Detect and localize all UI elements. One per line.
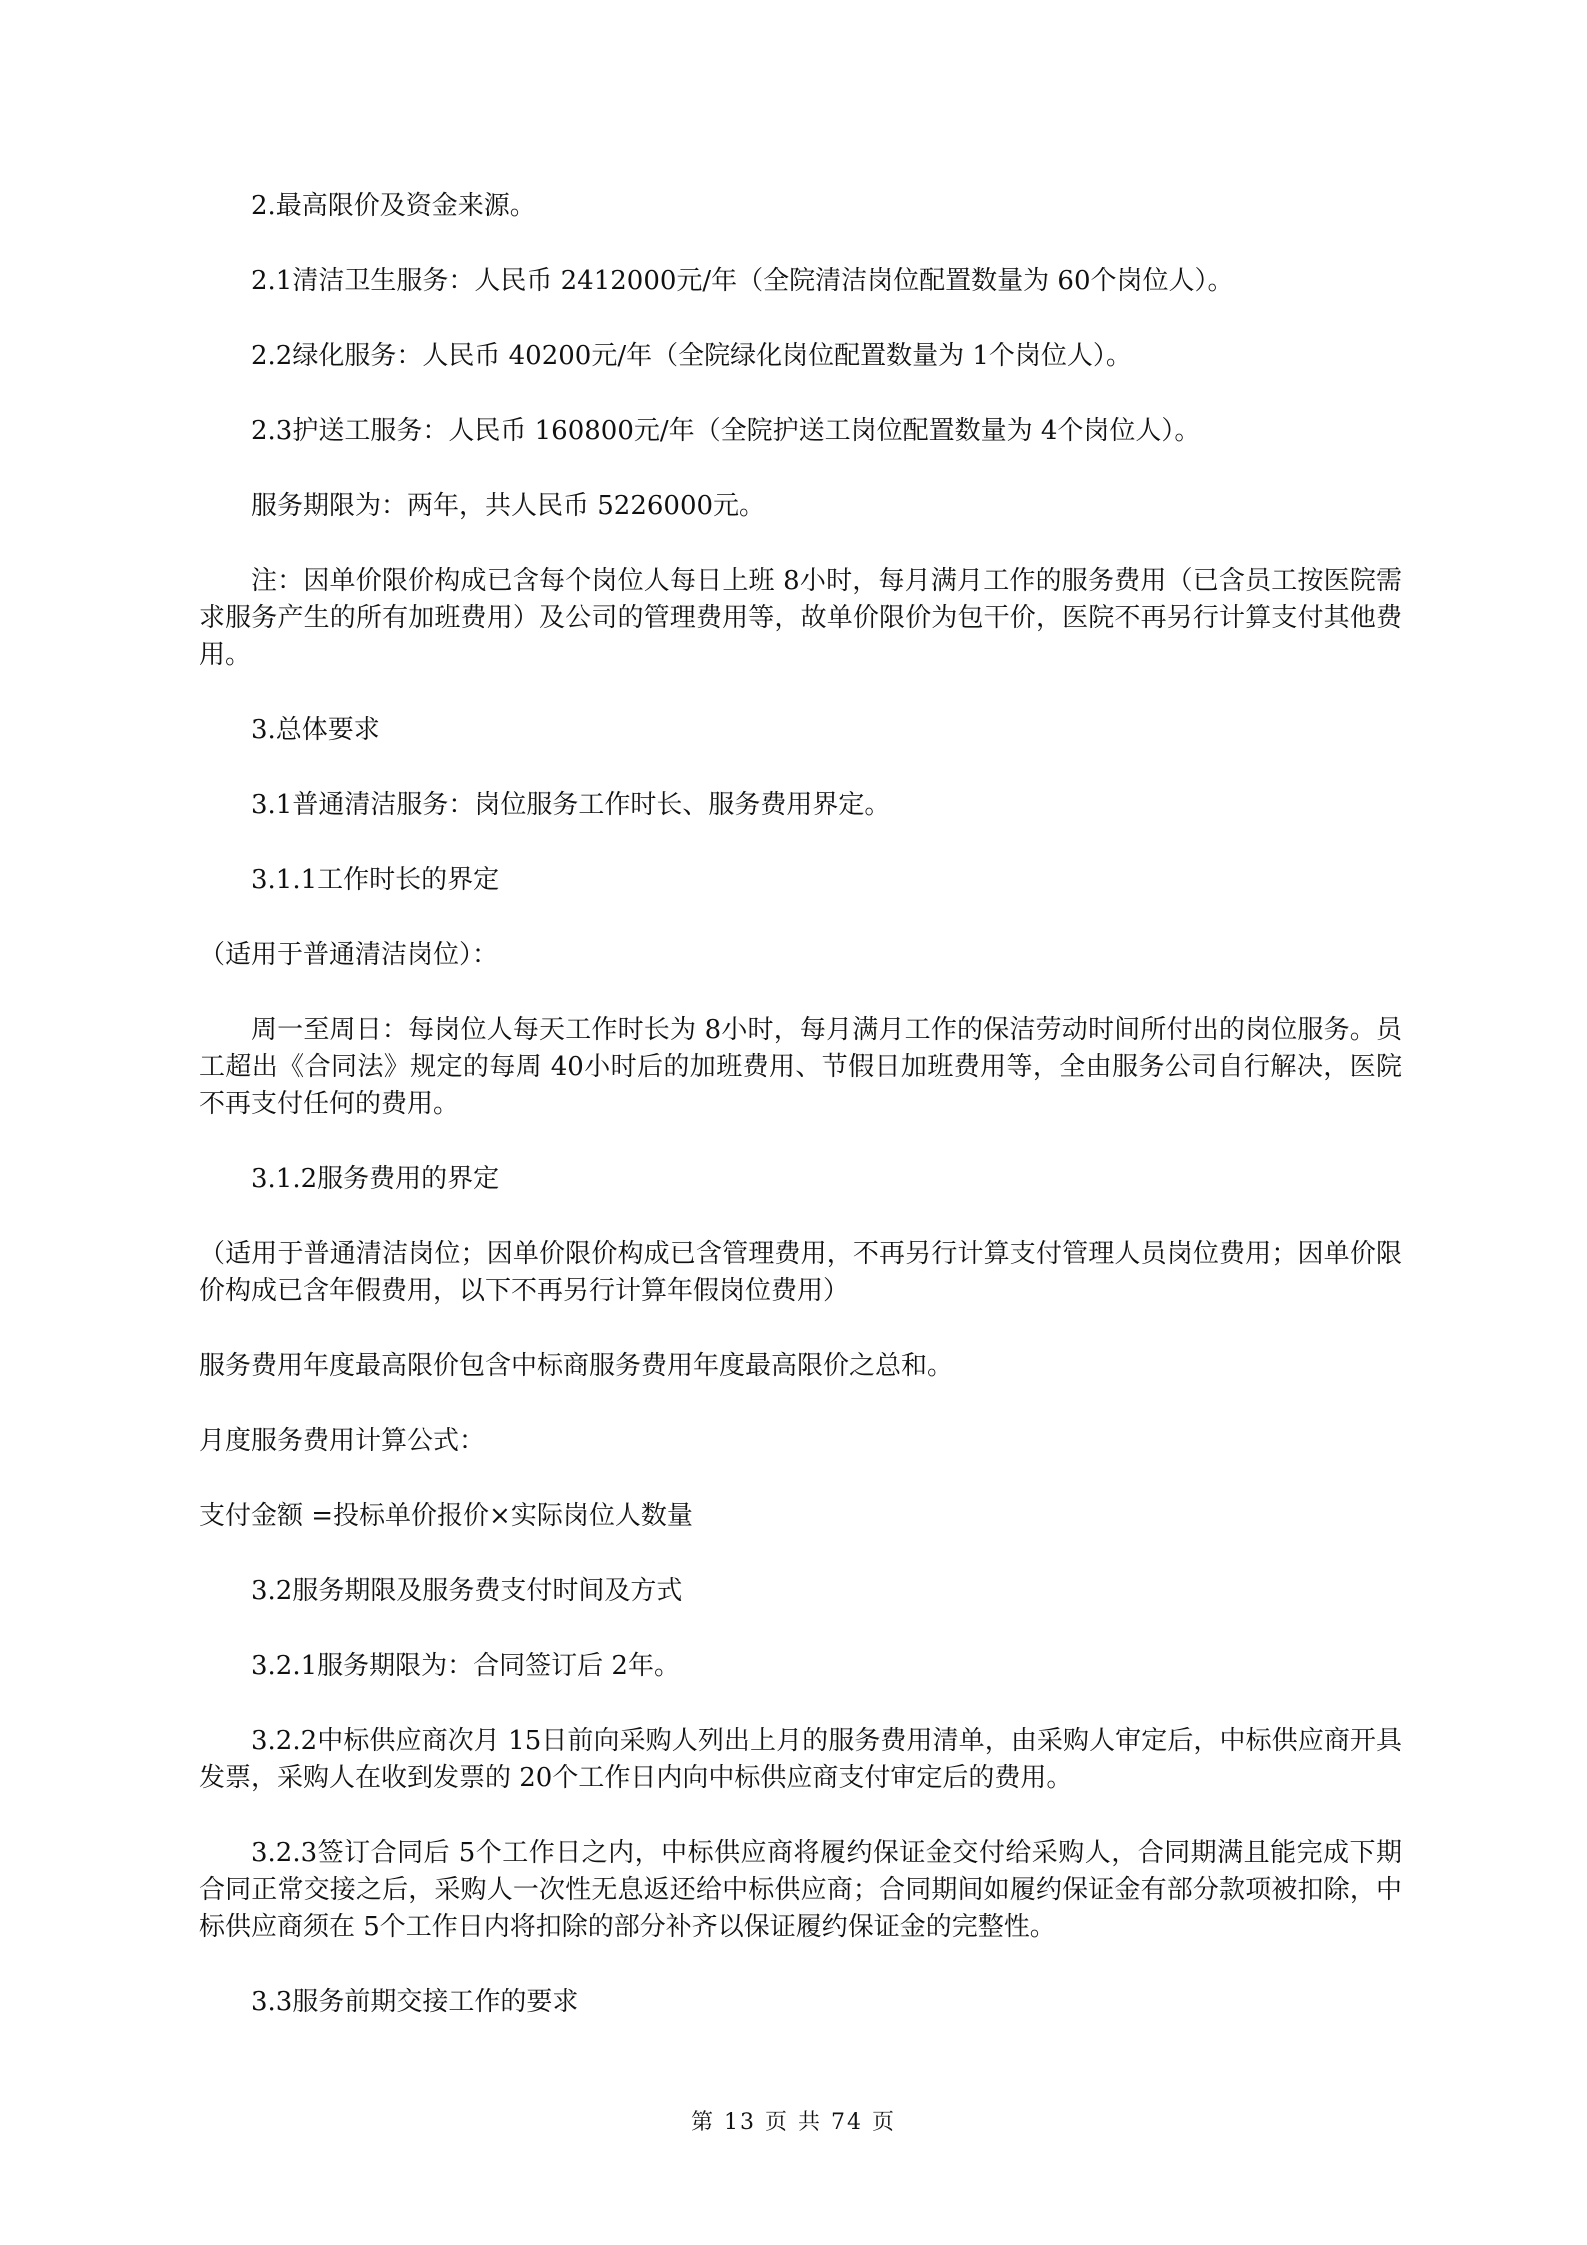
paragraph: 3.1普通清洁服务：岗位服务工作时长、服务费用界定。 <box>251 790 891 820</box>
paragraph: 3.总体要求 <box>251 715 380 745</box>
paragraph: 服务期限为：两年，共人民币 5226000元。 <box>251 491 766 521</box>
paragraph: 3.1.2服务费用的界定 <box>251 1164 500 1194</box>
paragraph: 周一至周日：每岗位人每天工作时长为 8小时，每月满月工作的保洁劳动时间所付出的岗位服务。员工超出《合同法》规定的每周 40小时后的加班费用、节假日加班费用等，全由服务公司自行解决，医院不再支付任何的费用。 <box>199 1015 1402 1119</box>
paragraph: 3.2.1服务期限为：合同签订后 2年。 <box>251 1651 680 1681</box>
page-number-text: 第 13 页 共 74 页 <box>691 2110 896 2135</box>
paragraph: 3.2服务期限及服务费支付时间及方式 <box>251 1576 683 1606</box>
paragraph: 服务费用年度最高限价包含中标商服务费用年度最高限价之总和。 <box>199 1351 954 1381</box>
paragraph: 3.2.2中标供应商次月 15日前向采购人列出上月的服务费用清单，由采购人审定后，中标供应商开具发票，采购人在收到发票的 20个工作日内向中标供应商支付审定后的费用。 <box>199 1726 1402 1793</box>
paragraph: 2.1清洁卫生服务：人民币 2412000元/年（全院清洁岗位配置数量为 60个岗位人）。 <box>251 266 1234 296</box>
paragraph: 月度服务费用计算公式： <box>199 1426 486 1456</box>
paragraph: （适用于普通清洁岗位；因单价限价构成已含管理费用，不再另行计算支付管理人员岗位费用；因单价限价构成已含年假费用，以下不再另行计算年假岗位费用） <box>199 1239 1402 1306</box>
paragraph: 2.3护送工服务：人民币 160800元/年（全院护送工岗位配置数量为 4个岗位人）。 <box>251 416 1201 446</box>
paragraph: 3.3服务前期交接工作的要求 <box>251 1987 579 2017</box>
paragraph: 3.1.1工作时长的界定 <box>251 865 500 895</box>
paragraph: （适用于普通清洁岗位）： <box>199 940 499 970</box>
paragraph: 2.最高限价及资金来源。 <box>251 191 536 221</box>
paragraph: 2.2绿化服务：人民币 40200元/年（全院绿化岗位配置数量为 1个岗位人）。 <box>251 341 1132 371</box>
paragraph: 注：因单价限价构成已含每个岗位人每日上班 8小时，每月满月工作的服务费用（已含员工按医院需求服务产生的所有加班费用）及公司的管理费用等，故单价限价为包干价，医院不再另行计算支付其他费用。 <box>199 566 1402 670</box>
paragraph: 3.2.3签订合同后 5个工作日之内，中标供应商将履约保证金交付给采购人，合同期满且能完成下期合同正常交接之后，采购人一次性无息返还给中标供应商；合同期间如履约保证金有部分款项被扣除，中标供应商须在 5个工作日内将扣除的部分补齐以保证履约保证金的完整性。 <box>199 1838 1402 1942</box>
document-body <box>199 188 1402 2059</box>
paragraph: 支付金额 =投标单价报价×实际岗位人数量 <box>199 1501 693 1531</box>
page-footer <box>0 2108 1587 2138</box>
